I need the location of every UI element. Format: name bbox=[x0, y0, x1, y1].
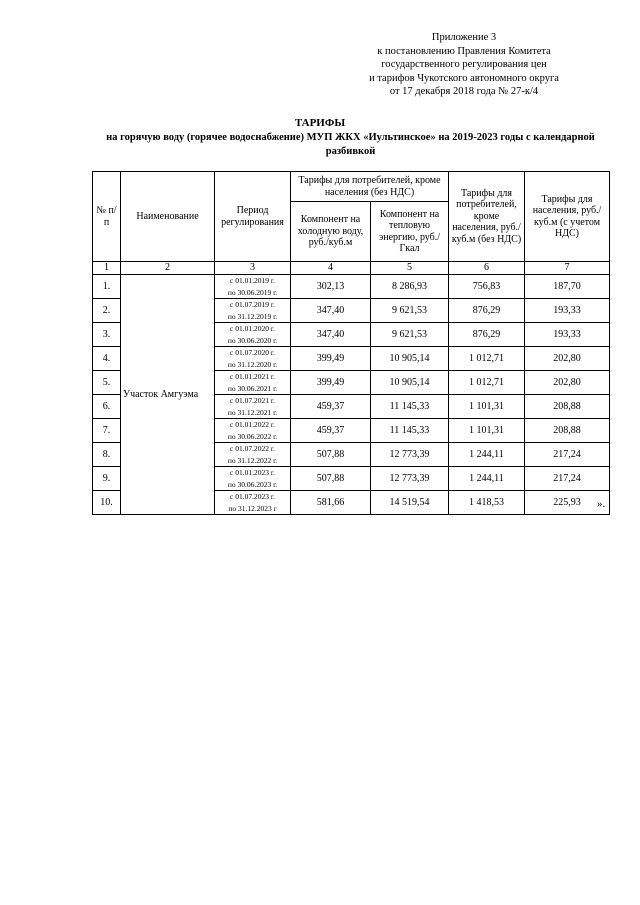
row-number: 3. bbox=[93, 323, 121, 347]
appendix-line: Приложение 3 bbox=[431, 32, 497, 43]
appendix-line: и тарифов Чукотского автономного округа bbox=[369, 72, 559, 84]
column-number-row bbox=[93, 262, 610, 275]
appendix-line: к постановлению Правления Комитета bbox=[377, 45, 551, 57]
period-from: с 01.01.2020 г. bbox=[230, 324, 275, 333]
period-cell bbox=[215, 347, 291, 371]
header-number: № п/п bbox=[93, 172, 121, 262]
header-thermal: Компонент на тепловую энергию, руб./Гкал bbox=[371, 202, 449, 262]
row-number: 4. bbox=[93, 347, 121, 371]
header-period: Период регулирования bbox=[215, 172, 291, 262]
period-from: с 01.07.2021 г. bbox=[230, 396, 275, 405]
row-number: 8. bbox=[93, 443, 121, 467]
period-to: по 31.12.2023 г bbox=[228, 503, 277, 513]
column-number: 7 bbox=[525, 262, 610, 275]
appendix-block bbox=[344, 31, 584, 99]
population-value: 217,24 bbox=[525, 467, 610, 491]
cold-water-value: 347,40 bbox=[291, 323, 371, 347]
thermal-value: 11 145,33 bbox=[371, 395, 449, 419]
consumers-total-value: 1 101,31 bbox=[449, 419, 525, 443]
header-name: Наименование bbox=[121, 172, 215, 262]
thermal-value: 12 773,39 bbox=[371, 443, 449, 467]
cold-water-value: 581,66 bbox=[291, 491, 371, 515]
period-to: по 31.12.2022 г. bbox=[227, 455, 278, 465]
population-value: 202,80 bbox=[525, 347, 610, 371]
period-cell bbox=[215, 299, 291, 323]
period-to: по 30.06.2022 г. bbox=[227, 431, 278, 441]
header-consumers-total: Тарифы для потребителей, кроме населения, руб./куб.м (без НДС) bbox=[449, 172, 525, 262]
header-group-consumers: Тарифы для потребителей, кроме населения (без НДС) bbox=[291, 172, 449, 202]
cold-water-value: 507,88 bbox=[291, 467, 371, 491]
header-cold-water: Компонент на холодную воду, руб./куб.м bbox=[291, 202, 371, 262]
population-value: 208,88 bbox=[525, 395, 610, 419]
document-title: ТАРИФЫ bbox=[294, 117, 346, 129]
cold-water-value: 399,49 bbox=[291, 371, 371, 395]
thermal-value: 10 905,14 bbox=[371, 347, 449, 371]
column-number: 3 bbox=[215, 262, 291, 275]
row-number: 9. bbox=[93, 467, 121, 491]
cold-water-value: 347,40 bbox=[291, 299, 371, 323]
period-to: по 31.12.2020 г. bbox=[227, 359, 278, 369]
consumers-total-value: 876,29 bbox=[449, 299, 525, 323]
tariff-table bbox=[92, 171, 610, 515]
period-to: по 31.12.2019 г. bbox=[227, 311, 278, 321]
header-population: Тарифы для населения, руб./куб.м (с учетом НДС) bbox=[525, 172, 610, 262]
thermal-value: 10 905,14 bbox=[371, 371, 449, 395]
consumers-total-value: 1 101,31 bbox=[449, 395, 525, 419]
thermal-value: 12 773,39 bbox=[371, 467, 449, 491]
column-number: 2 bbox=[121, 262, 215, 275]
period-cell bbox=[215, 371, 291, 395]
column-number: 6 bbox=[449, 262, 525, 275]
period-to: по 31.12.2021 г. bbox=[227, 407, 278, 417]
appendix-line: от 17 декабря 2018 года № 27-к/4 bbox=[389, 86, 539, 97]
consumers-total-value: 1 418,53 bbox=[449, 491, 525, 515]
document-subtitle: на горячую воду (горячее водоснабжение) МУП ЖКХ «Иультинское» на 2019-2023 годы с календарной разбивкой bbox=[106, 132, 595, 157]
table-row bbox=[93, 275, 610, 299]
period-to: по 30.06.2021 г. bbox=[227, 383, 278, 393]
cold-water-value: 459,37 bbox=[291, 395, 371, 419]
period-cell bbox=[215, 275, 291, 299]
column-number: 4 bbox=[291, 262, 371, 275]
row-number: 5. bbox=[93, 371, 121, 395]
period-from: с 01.07.2019 г. bbox=[230, 300, 275, 309]
period-from: с 01.01.2022 г. bbox=[230, 420, 275, 429]
period-to: по 30.06.2023 г. bbox=[227, 479, 278, 489]
period-from: с 01.07.2023 г. bbox=[230, 492, 275, 501]
tariff-table-body bbox=[93, 275, 610, 515]
period-cell bbox=[215, 323, 291, 347]
row-number: 6. bbox=[93, 395, 121, 419]
period-from: с 01.01.2023 г. bbox=[230, 468, 275, 477]
row-number: 10. bbox=[93, 491, 121, 515]
population-value: 208,88 bbox=[525, 419, 610, 443]
thermal-value: 9 621,53 bbox=[371, 299, 449, 323]
period-cell bbox=[215, 467, 291, 491]
closing-mark: ». bbox=[597, 498, 606, 510]
row-number: 2. bbox=[93, 299, 121, 323]
thermal-value: 8 286,93 bbox=[371, 275, 449, 299]
population-value: 193,33 bbox=[525, 299, 610, 323]
thermal-value: 9 621,53 bbox=[371, 323, 449, 347]
cold-water-value: 399,49 bbox=[291, 347, 371, 371]
cold-water-value: 302,13 bbox=[291, 275, 371, 299]
column-number: 1 bbox=[93, 262, 121, 275]
cold-water-value: 459,37 bbox=[291, 419, 371, 443]
consumers-total-value: 1 244,11 bbox=[449, 467, 525, 491]
population-value: 225,93 bbox=[525, 491, 610, 515]
consumers-total-value: 756,83 bbox=[449, 275, 525, 299]
population-value: 217,24 bbox=[525, 443, 610, 467]
period-cell bbox=[215, 491, 291, 515]
period-cell bbox=[215, 395, 291, 419]
consumers-total-value: 1 012,71 bbox=[449, 371, 525, 395]
period-cell bbox=[215, 443, 291, 467]
period-from: с 01.07.2020 г. bbox=[230, 348, 275, 357]
column-number: 5 bbox=[371, 262, 449, 275]
consumers-total-value: 1 012,71 bbox=[449, 347, 525, 371]
consumers-total-value: 1 244,11 bbox=[449, 443, 525, 467]
consumers-total-value: 876,29 bbox=[449, 323, 525, 347]
population-value: 193,33 bbox=[525, 323, 610, 347]
thermal-value: 14 519,54 bbox=[371, 491, 449, 515]
site-name: Участок Амгуэма bbox=[121, 275, 215, 515]
thermal-value: 11 145,33 bbox=[371, 419, 449, 443]
appendix-line: государственного регулирования цен bbox=[381, 59, 547, 70]
population-value: 202,80 bbox=[525, 371, 610, 395]
period-cell bbox=[215, 419, 291, 443]
period-to: по 30.06.2020 г. bbox=[227, 335, 278, 345]
cold-water-value: 507,88 bbox=[291, 443, 371, 467]
period-to: по 30.06.2019 г. bbox=[227, 287, 278, 297]
period-from: с 01.07.2022 г. bbox=[230, 444, 275, 453]
row-number: 7. bbox=[93, 419, 121, 443]
period-from: с 01.01.2021 г. bbox=[230, 372, 275, 381]
population-value: 187,70 bbox=[525, 275, 610, 299]
row-number: 1. bbox=[93, 275, 121, 299]
period-from: с 01.01.2019 г. bbox=[230, 276, 275, 285]
